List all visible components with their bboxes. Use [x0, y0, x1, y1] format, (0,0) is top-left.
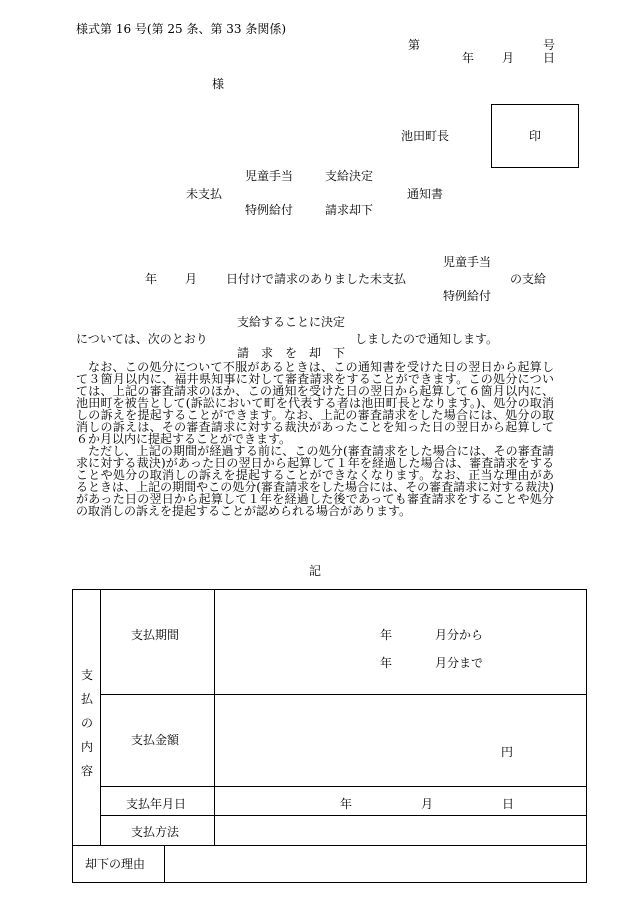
date-year: 年	[462, 51, 475, 65]
intro-year: 年	[145, 272, 158, 286]
intro-jidou: 児童手当	[443, 255, 492, 269]
date-month: 月	[502, 51, 515, 65]
payment-method-label: 支払方法	[131, 825, 180, 839]
period-to-year: 年	[380, 656, 393, 670]
rejection-reason-label: 却下の理由	[85, 857, 146, 871]
title-jidou: 児童手当	[245, 169, 294, 183]
title-shikyu-kettei: 支給決定	[325, 169, 374, 183]
period-label: 支払期間	[131, 628, 180, 642]
number-prefix: 第	[408, 38, 421, 52]
title-mibarai: 未支払	[186, 187, 223, 201]
number-suffix: 号	[543, 38, 556, 52]
intro-tsuite: については、次のとおり	[76, 332, 208, 346]
intro-line: 日付けで請求のありました未支払	[226, 272, 407, 286]
appeal-notice	[76, 361, 554, 517]
issuer-mayor: 池田町長	[401, 129, 450, 143]
payment-date-day: 日	[502, 797, 515, 811]
appeal-paragraph-1: なお、この処分について不服があるときは、この通知書を受けた日の翌日から起算して３箇月以内に、福井県知事に対して審査請求をすることができます。この処分については、上記の審査請求のほか、この通知を受けた日の翌日から起算して６箇月以内に、池田町を被告として(訴訟において町を代表する者は池田町長となります。)、処分の取消しの訴えを提起することができます。なお、上記の審査請求をした場合には、処分の取消しの訴えは、その審査請求に対する裁決があったことを知った日の翌日から起算して６か月以内に提起することができます。	[76, 360, 554, 446]
intro-kyakka: 請 求 を 却 下	[237, 346, 346, 360]
period-from-year: 年	[380, 628, 393, 642]
payment-content-vertical-label: 支 払 の 内 容	[80, 668, 93, 778]
intro-tsuchi: しましたので通知します。	[355, 332, 499, 346]
intro-month: 月	[185, 272, 198, 286]
amount-label: 支払金額	[131, 733, 180, 747]
date-day: 日	[543, 51, 556, 65]
title-tsuchisho: 通知書	[407, 187, 444, 201]
payment-date-label: 支払年月日	[126, 797, 187, 811]
seal-label: 印	[529, 129, 542, 143]
amount-yen: 円	[501, 745, 514, 759]
period-from: 月分から	[435, 628, 484, 642]
period-to: 月分まで	[435, 656, 484, 670]
title-tokurei: 特例給付	[245, 203, 294, 217]
form-number: 様式第 16 号(第 25 条、第 33 条関係)	[76, 22, 287, 36]
appeal-paragraph-2: ただし、上記の期間が経過する前に、この処分(審査請求をした場合には、その審査請求に対する裁決)があった日の翌日から起算して１年を経過した場合は、審査請求をすることや処分の取消しの訴えを提起することができなくなります。なお、正当な理由があるときは、上記の期間やこの処分(審査請求をした場合には、その審査請求に対する裁決)があった日の翌日から起算して１年を経過した後であっても審査請求をすることや処分の取消しの訴えを提起することが認められる場合があります。	[76, 444, 554, 518]
payment-date-month: 月	[421, 797, 434, 811]
title-seikyu-kyakka: 請求却下	[325, 203, 374, 217]
payment-date-year: 年	[340, 797, 353, 811]
intro-kettei: 支給することに決定	[237, 315, 346, 329]
addressee-honorific: 様	[212, 77, 225, 91]
ki-heading: 記	[309, 564, 322, 578]
intro-tokurei: 特例給付	[443, 289, 492, 303]
intro-no-shikyu: の支給	[510, 272, 547, 286]
